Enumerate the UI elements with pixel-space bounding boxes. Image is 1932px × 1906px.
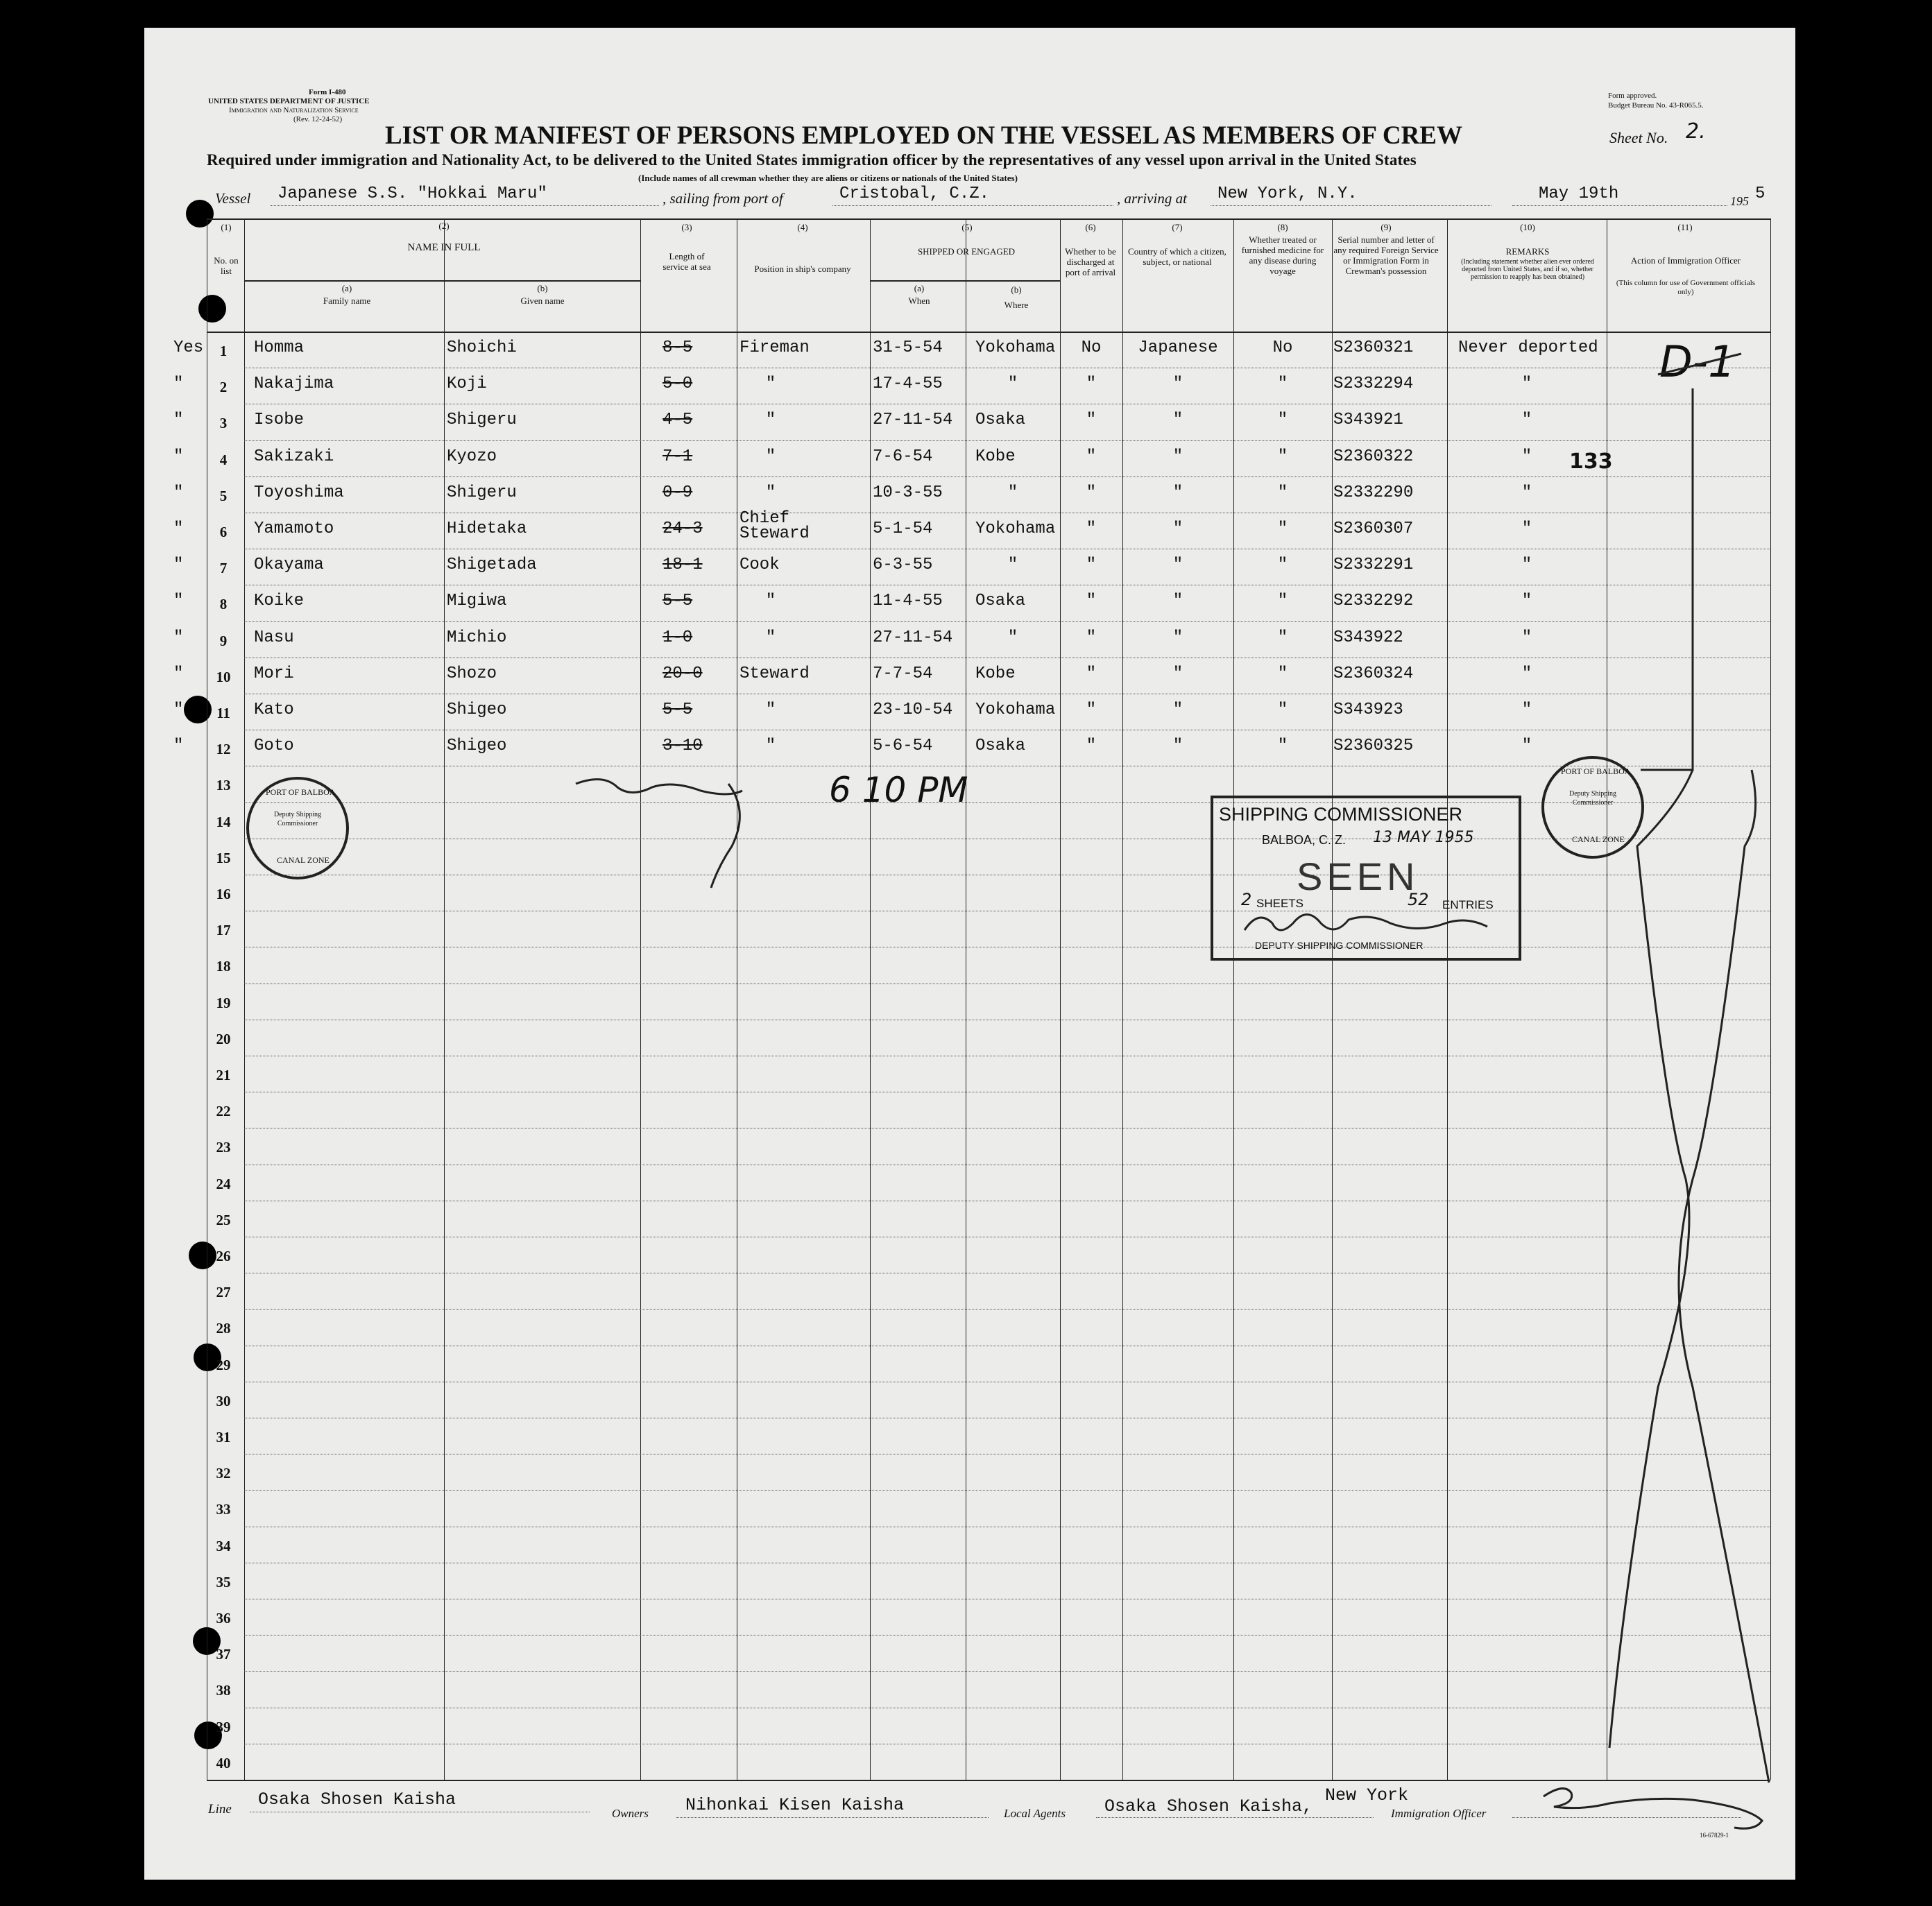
crew-serial-number: S343923 bbox=[1333, 701, 1403, 719]
crew-discharged: " bbox=[1086, 411, 1097, 430]
crew-mark: " bbox=[173, 701, 184, 719]
row-number: 3 bbox=[219, 415, 228, 432]
crew-country: " bbox=[1172, 411, 1183, 430]
crew-position: Cook bbox=[740, 556, 780, 575]
col3-header: Length of service at sea bbox=[662, 251, 711, 272]
crew-discharged: No bbox=[1081, 338, 1102, 357]
crew-country: " bbox=[1172, 483, 1183, 502]
footer-agents-label: Local Agents bbox=[1004, 1807, 1066, 1820]
handwritten-time: 6 10 PM bbox=[829, 770, 968, 810]
row-number: 31 bbox=[216, 1429, 231, 1445]
crew-mark: " bbox=[173, 556, 184, 575]
crew-shipped-when: 11-4-55 bbox=[873, 592, 943, 611]
crew-medicine: " bbox=[1277, 701, 1288, 719]
footer-owners: Nihonkai Kisen Kaisha bbox=[685, 1795, 905, 1815]
row-number: 39 bbox=[216, 1718, 231, 1735]
crew-given-name: Shoichi bbox=[447, 338, 517, 357]
row-number: 35 bbox=[216, 1573, 231, 1590]
stamp-seen: SEEN bbox=[1297, 855, 1419, 898]
crew-country: " bbox=[1172, 701, 1183, 719]
row-number: 27 bbox=[216, 1284, 231, 1301]
crew-position: " bbox=[765, 592, 776, 611]
port-stamp-left bbox=[246, 777, 349, 879]
row-number: 9 bbox=[219, 632, 228, 649]
row-number: 38 bbox=[216, 1682, 231, 1699]
crew-family-name: Homma bbox=[254, 338, 305, 357]
row-number: 30 bbox=[216, 1392, 231, 1409]
crew-serial-number: S2360307 bbox=[1333, 520, 1414, 538]
crew-service-length: 20-0 bbox=[662, 664, 703, 683]
crew-position: Steward bbox=[740, 664, 810, 683]
crew-shipped-where: Osaka bbox=[975, 737, 1026, 756]
crew-remarks: " bbox=[1521, 556, 1532, 575]
crew-discharged: " bbox=[1086, 701, 1097, 719]
col2a-num: (a) bbox=[341, 283, 352, 293]
crew-medicine: " bbox=[1277, 411, 1288, 430]
row-number: 16 bbox=[216, 886, 231, 902]
crew-shipped-when: 27-11-54 bbox=[873, 411, 953, 430]
form-number: Form I-480 bbox=[309, 88, 346, 96]
crew-position: " bbox=[765, 737, 776, 756]
print-code: 16-67829-1 bbox=[1700, 1832, 1729, 1839]
crew-remarks: " bbox=[1521, 447, 1532, 466]
row-number: 21 bbox=[216, 1067, 231, 1083]
row-number: 14 bbox=[216, 813, 231, 830]
crew-discharged: " bbox=[1086, 592, 1097, 611]
crew-medicine: " bbox=[1277, 664, 1288, 683]
crew-country: " bbox=[1172, 737, 1183, 756]
crew-family-name: Toyoshima bbox=[254, 483, 344, 502]
crew-service-length: 8-5 bbox=[662, 338, 693, 357]
col5-header: SHIPPED OR ENGAGED bbox=[917, 246, 1016, 257]
crew-mark: " bbox=[173, 592, 184, 611]
service: Immigration and Naturalization Service bbox=[229, 106, 359, 114]
crew-serial-number: S2360322 bbox=[1333, 447, 1414, 466]
crew-mark: " bbox=[173, 628, 184, 647]
footer-officer-signature bbox=[1548, 1776, 1614, 1806]
crew-discharged: " bbox=[1086, 375, 1097, 394]
crew-family-name: Kato bbox=[254, 701, 294, 719]
crew-service-length: 3-10 bbox=[662, 737, 703, 756]
col5b-num: (b) bbox=[1011, 284, 1022, 295]
stamp-date: 13 MAY 1955 bbox=[1373, 829, 1474, 846]
crew-shipped-where: " bbox=[1007, 375, 1018, 394]
col9-num: (9) bbox=[1380, 222, 1392, 232]
col2-header: NAME IN FULL bbox=[407, 242, 481, 253]
row-number: 20 bbox=[216, 1030, 231, 1047]
arriving-label: , arriving at bbox=[1117, 190, 1187, 207]
port-stamp-right bbox=[1541, 756, 1644, 859]
form-subtitle: Required under immigration and Nationality Act, to be delivered to the United States immigration officer by the representatives of any vessel upon arrival in the United States bbox=[207, 151, 1417, 169]
year-digit: 5 bbox=[1755, 184, 1766, 203]
row-number: 28 bbox=[216, 1320, 231, 1337]
form-approved: Form approved. bbox=[1608, 92, 1657, 100]
col9-header: Serial number and letter of any required Foreign Service or Immigration Form in Crewman's possession bbox=[1333, 234, 1439, 276]
footer-officer-label: Immigration Officer bbox=[1391, 1807, 1487, 1820]
form-title: LIST OR MANIFEST OF PERSONS EMPLOYED ON THE VESSEL AS MEMBERS OF CREW bbox=[385, 121, 1462, 150]
crew-mark: " bbox=[173, 520, 184, 538]
crew-position: " bbox=[765, 628, 776, 647]
crew-mark: " bbox=[173, 447, 184, 466]
col1-num: (1) bbox=[221, 222, 232, 232]
budget-bureau: Budget Bureau No. 43-R065.5. bbox=[1608, 101, 1704, 110]
port-stamp-bottom: CANAL ZONE bbox=[277, 855, 330, 865]
form-note: (Include names of all crewman whether they are aliens or citizens or nationals of the United States) bbox=[638, 173, 1018, 183]
crew-shipped-where: Kobe bbox=[975, 664, 1016, 683]
department: UNITED STATES DEPARTMENT OF JUSTICE bbox=[208, 97, 370, 105]
sheet-number: 2. bbox=[1686, 119, 1706, 144]
action-mark: D-1 bbox=[1659, 336, 1736, 387]
crew-shipped-when: 10-3-55 bbox=[873, 483, 943, 502]
crew-shipped-when: 17-4-55 bbox=[873, 375, 943, 394]
crew-position: Chief Steward bbox=[740, 509, 810, 543]
col6-header: Whether to be discharged at port of arrival bbox=[1065, 246, 1116, 277]
crew-country: " bbox=[1172, 628, 1183, 647]
crew-service-length: 18-1 bbox=[662, 556, 703, 575]
crew-serial-number: S2332294 bbox=[1333, 375, 1414, 394]
crew-medicine: " bbox=[1277, 375, 1288, 394]
col2a-header: Family name bbox=[323, 295, 371, 306]
crew-remarks: " bbox=[1521, 628, 1532, 647]
crew-family-name: Mori bbox=[254, 664, 294, 683]
crew-given-name: Shigeru bbox=[447, 411, 517, 430]
row-number: 22 bbox=[216, 1103, 231, 1120]
row-number: 37 bbox=[216, 1646, 231, 1663]
crew-discharged: " bbox=[1086, 556, 1097, 575]
crew-given-name: Shigetada bbox=[447, 556, 537, 575]
crew-family-name: Sakizaki bbox=[254, 447, 334, 466]
row-number: 18 bbox=[216, 958, 231, 975]
crew-country: " bbox=[1172, 556, 1183, 575]
col10-num: (10) bbox=[1520, 222, 1535, 232]
crew-given-name: Michio bbox=[447, 628, 507, 647]
crew-service-length: 4-5 bbox=[662, 411, 693, 430]
col11-subheader: (This column for use of Government officials only) bbox=[1616, 279, 1756, 296]
crew-service-length: 5-0 bbox=[662, 375, 693, 394]
crew-family-name: Okayama bbox=[254, 556, 324, 575]
crew-serial-number: S2360325 bbox=[1333, 737, 1414, 756]
col11-header: Action of Immigration Officer bbox=[1630, 255, 1741, 266]
crew-family-name: Isobe bbox=[254, 411, 305, 430]
footer-agents: Osaka Shosen Kaisha, bbox=[1104, 1796, 1313, 1817]
stamp-footer: DEPUTY SHIPPING COMMISSIONER bbox=[1255, 940, 1424, 951]
crew-remarks: " bbox=[1521, 520, 1532, 538]
crew-shipped-where: " bbox=[1007, 628, 1018, 647]
crew-mark: " bbox=[173, 411, 184, 430]
row-number: 5 bbox=[219, 487, 228, 504]
crew-remarks: " bbox=[1521, 375, 1532, 394]
row-number: 24 bbox=[216, 1175, 231, 1192]
crew-serial-number: S2332292 bbox=[1333, 592, 1414, 611]
row-number: 33 bbox=[216, 1501, 231, 1518]
row-number: 23 bbox=[216, 1139, 231, 1156]
row-number: 13 bbox=[216, 777, 231, 794]
footer-agents-city: New York bbox=[1325, 1785, 1409, 1805]
crew-serial-number: S343922 bbox=[1333, 628, 1403, 647]
col5a-header: When bbox=[908, 295, 930, 306]
crew-given-name: Hidetaka bbox=[447, 520, 527, 538]
row-number: 12 bbox=[216, 741, 231, 758]
crew-medicine: " bbox=[1277, 592, 1288, 611]
col7-header: Country of which a citizen, subject, or national bbox=[1128, 246, 1226, 267]
crew-country: " bbox=[1172, 592, 1183, 611]
crew-family-name: Nakajima bbox=[254, 375, 334, 394]
crew-service-length: 7-1 bbox=[662, 447, 693, 466]
row-number: 4 bbox=[219, 451, 228, 468]
footer-line: Osaka Shosen Kaisha bbox=[258, 1789, 456, 1810]
col5a-num: (a) bbox=[914, 283, 925, 293]
crew-position: " bbox=[765, 411, 776, 430]
col7-num: (7) bbox=[1172, 222, 1183, 232]
stamp-title: SHIPPING COMMISSIONER bbox=[1219, 804, 1463, 825]
stamp-signature bbox=[1241, 909, 1498, 944]
crew-medicine: " bbox=[1277, 483, 1288, 502]
col4-num: (4) bbox=[797, 222, 808, 232]
crew-medicine: " bbox=[1277, 556, 1288, 575]
crew-shipped-where: Yokohama bbox=[975, 701, 1056, 719]
crew-family-name: Koike bbox=[254, 592, 305, 611]
stamp-entries-label: ENTRIES bbox=[1442, 898, 1494, 911]
port-to: New York, N.Y. bbox=[1217, 184, 1358, 203]
vessel-name: Japanese S.S. "Hokkai Maru" bbox=[277, 184, 547, 203]
port-stamp-top: PORT OF BALBOA bbox=[1561, 766, 1631, 776]
crew-remarks: " bbox=[1521, 483, 1532, 502]
remark-number: 133 bbox=[1569, 449, 1613, 474]
crew-service-length: 1-0 bbox=[662, 628, 693, 647]
crew-discharged: " bbox=[1086, 737, 1097, 756]
crew-mark: Yes bbox=[173, 338, 204, 357]
crew-medicine: No bbox=[1272, 338, 1293, 357]
crew-discharged: " bbox=[1086, 447, 1097, 466]
crew-country: " bbox=[1172, 375, 1183, 394]
col11-num: (11) bbox=[1677, 222, 1693, 232]
row-number: 29 bbox=[216, 1356, 231, 1373]
crew-shipped-where: Osaka bbox=[975, 592, 1026, 611]
crew-shipped-when: 23-10-54 bbox=[873, 701, 953, 719]
crew-country: " bbox=[1172, 520, 1183, 538]
crew-position: " bbox=[765, 375, 776, 394]
row-number: 40 bbox=[216, 1754, 231, 1771]
year-prefix: 195 bbox=[1730, 194, 1749, 208]
col2-num: (2) bbox=[438, 221, 450, 231]
stamp-entries-count: 52 bbox=[1408, 890, 1429, 909]
crew-shipped-where: Osaka bbox=[975, 411, 1026, 430]
crew-remarks: " bbox=[1521, 411, 1532, 430]
crew-mark: " bbox=[173, 375, 184, 394]
crew-discharged: " bbox=[1086, 664, 1097, 683]
shipping-commissioner-stamp bbox=[1211, 796, 1521, 961]
crew-family-name: Yamamoto bbox=[254, 520, 334, 538]
port-stamp-bottom: CANAL ZONE bbox=[1572, 834, 1625, 844]
row-number: 7 bbox=[219, 560, 228, 577]
crew-mark: " bbox=[173, 483, 184, 502]
arrival-date: May 19th bbox=[1539, 184, 1619, 203]
crew-service-length: 5-5 bbox=[662, 701, 693, 719]
crew-serial-number: S2360321 bbox=[1333, 338, 1414, 357]
crew-country: " bbox=[1172, 664, 1183, 683]
footer-owners-label: Owners bbox=[612, 1807, 649, 1820]
row-number: 1 bbox=[219, 343, 228, 359]
port-stamp-mid: Deputy Shipping Commissioner bbox=[273, 811, 322, 827]
crew-medicine: " bbox=[1277, 628, 1288, 647]
crew-given-name: Shigeo bbox=[447, 737, 507, 756]
crew-country: Japanese bbox=[1138, 338, 1218, 357]
revision: (Rev. 12-24-52) bbox=[293, 115, 343, 123]
col2b-num: (b) bbox=[537, 283, 548, 293]
sailing-label: , sailing from port of bbox=[662, 190, 783, 207]
row-number: 19 bbox=[216, 994, 231, 1011]
col4-header: Position in ship's company bbox=[754, 264, 851, 274]
crew-country: " bbox=[1172, 447, 1183, 466]
crew-shipped-when: 6-3-55 bbox=[873, 556, 933, 575]
crew-given-name: Koji bbox=[447, 375, 487, 394]
crew-shipped-when: 5-1-54 bbox=[873, 520, 933, 538]
crew-remarks: " bbox=[1521, 701, 1532, 719]
row-number: 8 bbox=[219, 596, 228, 613]
col2b-header: Given name bbox=[520, 295, 565, 306]
col8-header: Whether treated or furnished medicine for any disease during voyage bbox=[1241, 234, 1324, 276]
stamp-sheets-label: SHEETS bbox=[1256, 897, 1304, 910]
row-number: 25 bbox=[216, 1211, 231, 1228]
crew-position: " bbox=[765, 483, 776, 502]
col10-header: REMARKS bbox=[1505, 246, 1550, 257]
crew-discharged: " bbox=[1086, 628, 1097, 647]
crew-serial-number: S2332291 bbox=[1333, 556, 1414, 575]
crew-shipped-where: Yokohama bbox=[975, 520, 1056, 538]
crew-service-length: 24-3 bbox=[662, 520, 703, 538]
col8-num: (8) bbox=[1277, 222, 1288, 232]
crew-given-name: Shigeo bbox=[447, 701, 507, 719]
crew-remarks: " bbox=[1521, 592, 1532, 611]
sheet-label: Sheet No. bbox=[1609, 129, 1668, 146]
crew-serial-number: S2332290 bbox=[1333, 483, 1414, 502]
row-number: 34 bbox=[216, 1537, 231, 1554]
port-stamp-top: PORT OF BALBOA bbox=[266, 787, 336, 797]
crew-shipped-where: " bbox=[1007, 556, 1018, 575]
row-number: 10 bbox=[216, 668, 231, 685]
crew-position: Fireman bbox=[740, 338, 810, 357]
crew-shipped-when: 27-11-54 bbox=[873, 628, 953, 647]
col1-header: No. on list bbox=[214, 255, 239, 276]
crew-medicine: " bbox=[1277, 520, 1288, 538]
port-stamp-mid: Deputy Shipping Commissioner bbox=[1568, 790, 1617, 807]
crew-medicine: " bbox=[1277, 447, 1288, 466]
row-number: 36 bbox=[216, 1610, 231, 1626]
footer-line-label: Line bbox=[208, 1802, 232, 1817]
stamp-location: BALBOA, C. Z. bbox=[1262, 833, 1347, 847]
col5b-header: Where bbox=[1004, 300, 1029, 310]
crew-shipped-where: Kobe bbox=[975, 447, 1016, 466]
crew-given-name: Shozo bbox=[447, 664, 497, 683]
row-number: 26 bbox=[216, 1248, 231, 1264]
crew-remarks: " bbox=[1521, 664, 1532, 683]
crew-position: " bbox=[765, 701, 776, 719]
crew-discharged: " bbox=[1086, 483, 1097, 502]
crew-mark: " bbox=[173, 664, 184, 683]
row-number: 32 bbox=[216, 1465, 231, 1482]
col3-num: (3) bbox=[681, 222, 692, 232]
crew-mark: " bbox=[173, 737, 184, 756]
crew-given-name: Migiwa bbox=[447, 592, 507, 611]
crew-discharged: " bbox=[1086, 520, 1097, 538]
stamp-sheets-count: 2 bbox=[1241, 890, 1252, 909]
col5-num: (5) bbox=[961, 222, 973, 232]
col6-num: (6) bbox=[1085, 222, 1096, 232]
crew-family-name: Goto bbox=[254, 737, 294, 756]
col10-subheader: (Including statement whether alien ever ordered deported from United States, and if so, whether permission to reapply has been obtained) bbox=[1461, 258, 1594, 281]
port-from: Cristobal, C.Z. bbox=[839, 184, 990, 203]
crew-family-name: Nasu bbox=[254, 628, 294, 647]
crew-shipped-where: Yokohama bbox=[975, 338, 1056, 357]
crew-service-length: 5-5 bbox=[662, 592, 693, 611]
crew-shipped-when: 31-5-54 bbox=[873, 338, 943, 357]
row-number: 15 bbox=[216, 849, 231, 866]
crew-medicine: " bbox=[1277, 737, 1288, 756]
crew-remarks: Never deported bbox=[1458, 338, 1598, 357]
row-number: 11 bbox=[216, 705, 230, 721]
crew-shipped-when: 7-6-54 bbox=[873, 447, 933, 466]
crew-service-length: 0-9 bbox=[662, 483, 693, 502]
crew-given-name: Kyozo bbox=[447, 447, 497, 466]
crew-given-name: Shigeru bbox=[447, 483, 517, 502]
crew-position: " bbox=[765, 447, 776, 466]
row-number: 17 bbox=[216, 922, 231, 939]
crew-remarks: " bbox=[1521, 737, 1532, 756]
vessel-label: Vessel bbox=[215, 190, 251, 207]
row-number: 6 bbox=[219, 524, 228, 540]
crew-shipped-when: 7-7-54 bbox=[873, 664, 933, 683]
row-number: 2 bbox=[219, 379, 228, 396]
crew-shipped-where: " bbox=[1007, 483, 1018, 502]
crew-shipped-when: 5-6-54 bbox=[873, 737, 933, 756]
crew-serial-number: S343921 bbox=[1333, 411, 1403, 430]
crew-serial-number: S2360324 bbox=[1333, 664, 1414, 683]
